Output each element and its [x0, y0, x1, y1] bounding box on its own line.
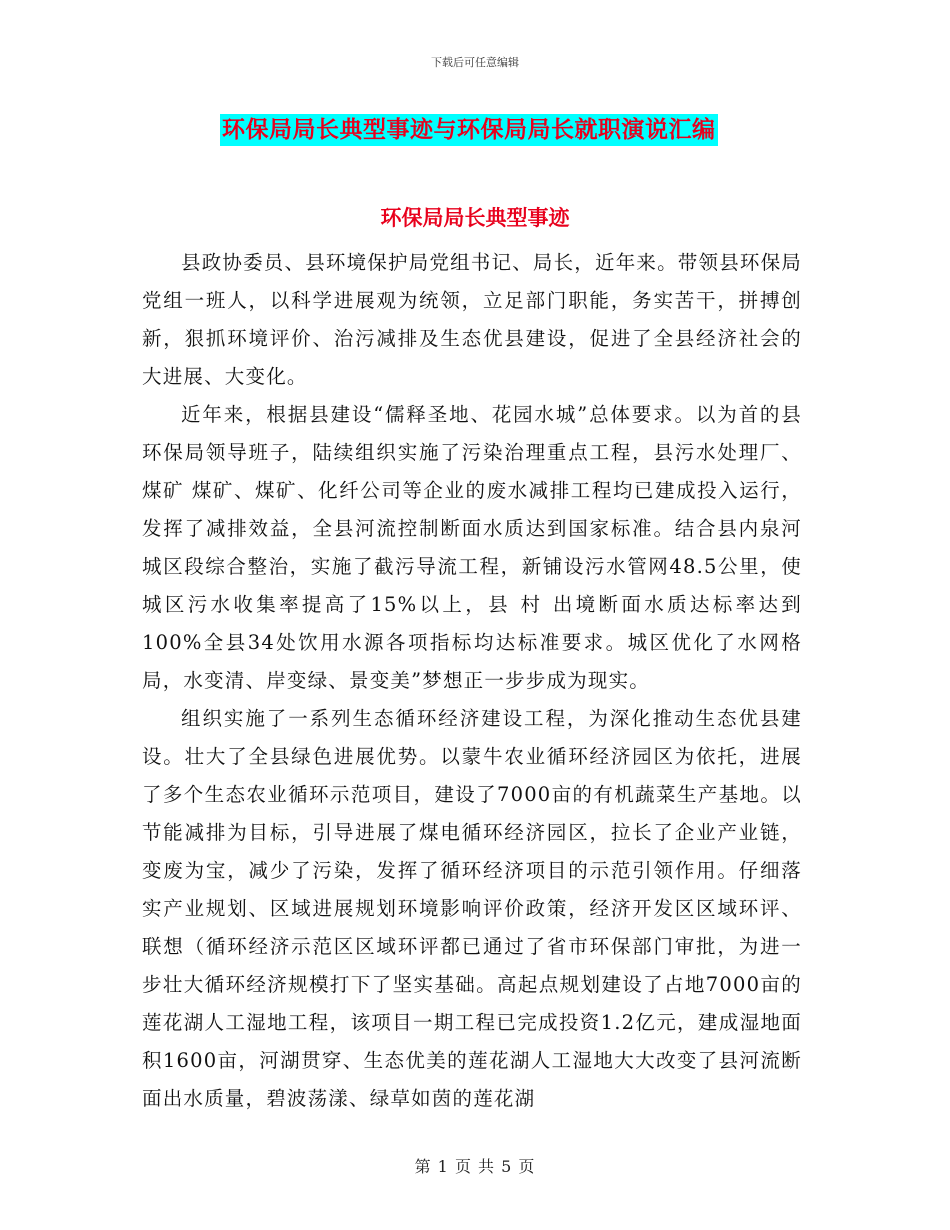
body-text — [142, 244, 802, 1118]
section-title: 环保局局长典型事迹 — [380, 206, 570, 230]
page-number-footer: 第 1 页 共 5 页 — [414, 1157, 536, 1176]
document-title: 环保局局长典型事迹与环保局局长就职演说汇编 — [220, 114, 718, 146]
paragraph: 组织实施了一系列生态循环经济建设工程，为深化推动生态优县建设。壮大了全县绿色进展优势。以蒙牛农业循环经济园区为依托，进展了多个生态农业循环示范项目，建设了7000亩的有机蔬菜生产基地。以节能减排为目标，引导进展了煤电循环经济园区，拉长了企业产业链，变废为宝，减少了污染，发挥了循环经济项目的示范引领作用。仔细落实产业规划、区域进展规划环境影响评价政策，经济开发区区域环评、联想（循环经济示范区区域环评都已通过了省市环保部门审批，为进一步壮大循环经济规模打下了坚实基础。高起点规划建设了占地7000亩的莲花湖人工湿地工程，该项目一期工程已完成投资1.2亿元，建成湿地面积1600亩，河湖贯穿、生态优美的莲花湖人工湿地大大改变了县河流断面出水质量，碧波荡漾、绿草如茵的莲花湖 — [142, 707, 802, 1110]
paragraph: 县政协委员、县环境保护局党组书记、局长，近年来。带领县环保局党组一班人，以科学进展观为统领，立足部门职能，务实苦干，拼搏创新，狠抓环境评价、治污减排及生态优县建设，促进了全县经济社会的大进展、大变化。 — [142, 251, 803, 388]
paragraph: 近年来，根据县建设“儒释圣地、花园水城”总体要求。以为首的县环保局领导班子，陆续组织实施了污染治理重点工程，县污水处理厂、煤矿 煤矿、煤矿、化纤公司等企业的废水减排工程均已建成投入运行，发挥了减排效益，全县河流控制断面水质达到国家标准。结合县内泉河城区段综合整治，实施了截污导流工程，新铺设污水管网48.5公里，使城区污水收集率提高了15%以上，县 村 出境断面水质达标率达到100%全县34处饮用水源各项指标均达标准要求。城区优化了水网格局，水变清、岸变绿、景变美”梦想正一步步成为现实。 — [142, 403, 802, 692]
header-note: 下载后可任意编辑 — [431, 56, 519, 69]
